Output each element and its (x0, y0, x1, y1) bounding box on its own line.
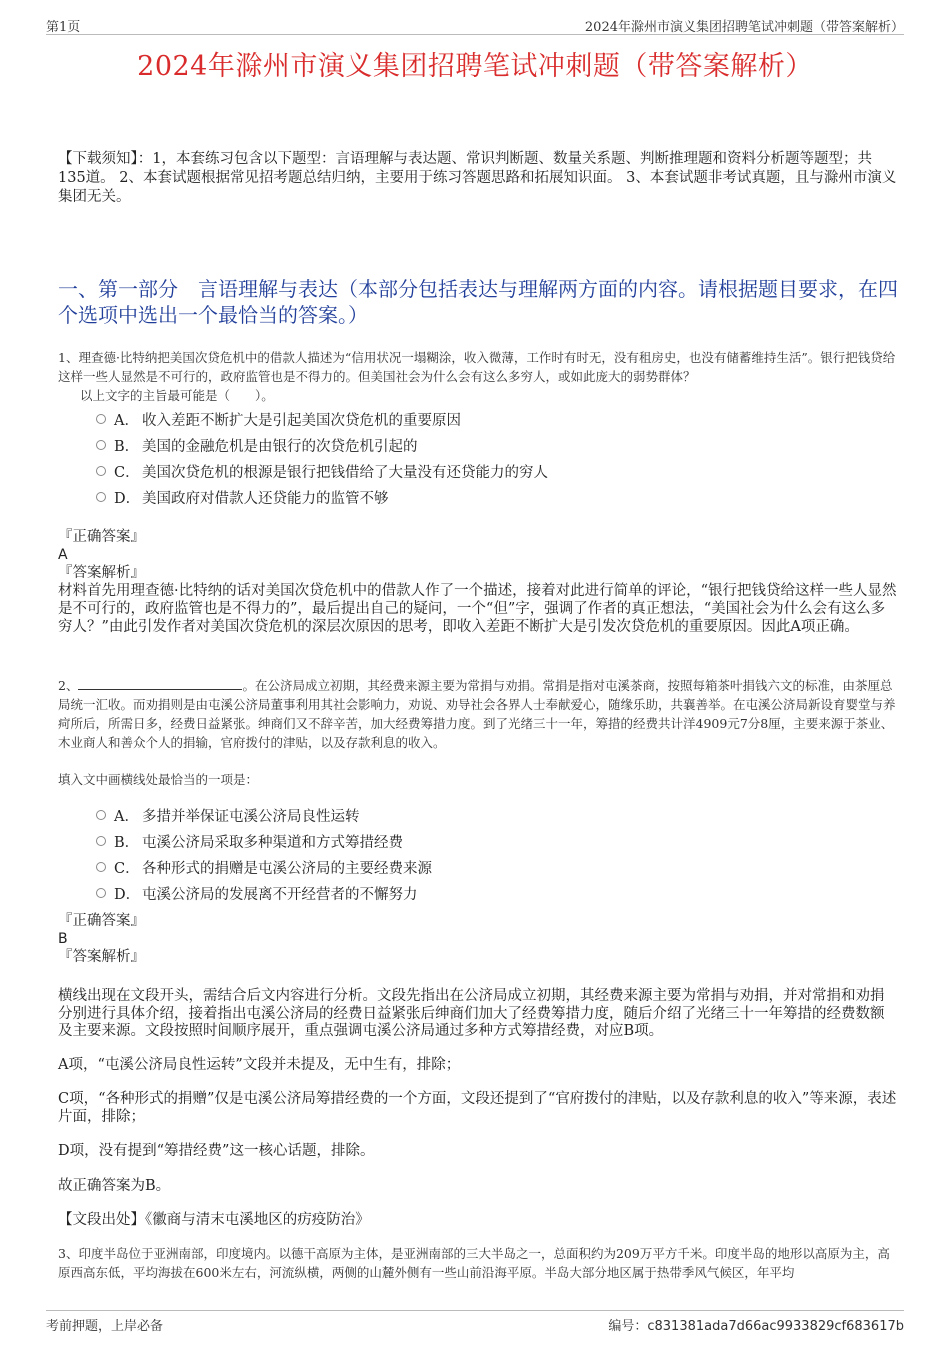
q2-option-a[interactable] (96, 802, 876, 828)
q1-answer-block (58, 528, 898, 636)
option-text: 多措并举保证屯溪公济局良性运转 (142, 808, 360, 825)
footer-slogan: 考前押题，上岸必备 (46, 1319, 164, 1334)
q2-stem-text: 。在公济局成立初期，其经费来源主要为常捐与劝捐。常捐是指对屯溪茶商，按照每箱茶叶捐钱六文的标准，由茶厘总局统一汇收。而劝捐则是由屯溪公济局董事利用其社会影响力，劝说、劝导社会各界人士奉献爱心，随缘乐助，共襄善举。在屯溪公济局新设育婴堂与养疴所后，所需日多，经费日益紧张。绅商们又不辞辛苦，加大经费筹措力度。到了光绪三十一年，筹措的经费共计洋4909元7分8厘，主要来源于茶业、木业商人和善众个人的捐输，官府拨付的津贴，以及存款利息的收入。 (58, 678, 896, 750)
q2-analysis-c (58, 1091, 898, 1126)
page-number: 第1页 (46, 20, 81, 35)
footer-code-label: 编号： (608, 1319, 648, 1334)
radio-icon[interactable] (96, 466, 106, 476)
q2-prompt: 填入文中画横线处最恰当的一项是： (58, 772, 259, 787)
q2-analysis-c-text: C项，“各种形式的捐赠”仅是屯溪公济局筹措经费的一个方面，文段还提到了“官府拨付的津贴，以及存款利息的收入”等来源，表述片面，排除； (58, 1091, 897, 1125)
q2-analysis-a (58, 1057, 898, 1075)
q1-stem-text: 1、理查德·比特纳把美国次贷危机中的借款人描述为“信用状况一塌糊涂，收入微薄，工作时有时无，没有租房史，也没有储蓄维持生活”。银行把钱贷给这样一些人显然是不可行的，政府监管也是不得力的。但美国社会为什么会有这么多穷人，或如此庞大的弱势群体？ (58, 350, 896, 384)
page-title: 2024年滁州市演义集团招聘笔试冲刺题（带答案解析） (137, 51, 813, 82)
option-letter: A． (114, 808, 139, 825)
radio-icon[interactable] (96, 836, 106, 846)
fill-blank (78, 677, 242, 690)
section-title: 一、第一部分 言语理解与表达（本部分包括表达与理解两方面的内容。请根据题目要求，在四个选项中选出一个最恰当的答案。） (58, 277, 898, 327)
q2-option-b[interactable] (96, 828, 876, 854)
option-text: 各种形式的捐赠是屯溪公济局的主要经费来源 (142, 860, 432, 877)
option-letter: D． (114, 886, 141, 903)
radio-icon[interactable] (96, 492, 106, 502)
option-text: 美国的金融危机是由银行的次贷危机引起的 (142, 438, 418, 455)
q1-option-b[interactable] (96, 432, 876, 458)
option-text: 美国次贷危机的根源是银行把钱借给了大量没有还贷能力的穷人 (142, 464, 548, 481)
option-text: 美国政府对借款人还贷能力的监管不够 (142, 490, 389, 507)
analysis-label: 『答案解析』 (58, 565, 145, 581)
q2-conclusion-text: 故正确答案为B。 (58, 1178, 171, 1194)
q2-analysis-conclusion (58, 1178, 898, 1196)
page-header (46, 14, 904, 35)
page-footer (46, 1310, 904, 1335)
option-text: 收入差距不断扩大是引起美国次贷危机的重要原因 (142, 412, 461, 429)
q2-source (58, 1212, 898, 1230)
q1-option-c[interactable] (96, 458, 876, 484)
q2-analysis-d-text: D项，没有提到“筹措经费”这一核心话题，排除。 (58, 1143, 375, 1159)
q2-answer: B (58, 931, 68, 947)
q1-answer: A (58, 547, 68, 563)
q2-analysis-d (58, 1143, 898, 1161)
radio-icon[interactable] (96, 862, 106, 872)
option-letter: A． (114, 412, 139, 429)
q1-prompt: 以上文字的主旨最可能是（ ）。 (80, 388, 274, 403)
header-doc-title: 2024年滁州市演义集团招聘笔试冲刺题（带答案解析） (584, 20, 904, 35)
q2-option-c[interactable] (96, 854, 876, 880)
option-letter: D． (114, 490, 141, 507)
option-letter: B． (114, 438, 140, 455)
q2-source-text: 【文段出处】《徽商与清末屯溪地区的疠疫防治》 (58, 1212, 370, 1228)
radio-icon[interactable] (96, 888, 106, 898)
q2-analysis-a-text: A项，“屯溪公济局良性运转”文段并未提及，无中生有，排除； (58, 1057, 461, 1073)
option-text: 屯溪公济局采取多种渠道和方式筹措经费 (142, 834, 403, 851)
q1-options (96, 406, 876, 510)
radio-icon[interactable] (96, 440, 106, 450)
q2-answer-block (58, 912, 898, 966)
option-text: 屯溪公济局的发展离不开经营者的不懈努力 (142, 886, 418, 903)
footer-code-value: c831381ada7d66ac9933829cf683617b (647, 1319, 904, 1334)
q2-options (96, 802, 876, 906)
correct-answer-label: 『正确答案』 (58, 529, 145, 545)
q1-option-a[interactable] (96, 406, 876, 432)
option-letter: C． (114, 464, 140, 481)
radio-icon[interactable] (96, 414, 106, 424)
download-notice: 【下载须知】：1，本套练习包含以下题型：言语理解与表达题、常识判断题、数量关系题、判断推理题和资料分析题等题型；共135道。 2、本套试题根据常见招考题总结归纳，主要用于练习答题思路和拓展知识面。 3、本套试题非考试真题，且与滁州市演义集团无关。 (58, 151, 897, 205)
q2-analysis-main: 横线出现在文段开头，需结合后文内容进行分析。文段先指出在公济局成立初期，其经费来源主要为常捐与劝捐，并对常捐和劝捐分别进行具体介绍，接着指出屯溪公济局的经费日益紧张后绅商们加大了经费筹措力度，随后介绍了光绪三十一年筹措的经费数额及主要来源。文段按照时间顺序展开，重点强调屯溪公济局通过多种方式筹措经费，对应B项。 (58, 988, 885, 1039)
analysis-label: 『答案解析』 (58, 949, 145, 965)
radio-icon[interactable] (96, 810, 106, 820)
q2-number: 2、 (58, 678, 79, 693)
q2-option-d[interactable] (96, 880, 876, 906)
footer-code (608, 1315, 904, 1334)
q1-option-d[interactable] (96, 484, 876, 510)
q2-stem (58, 676, 898, 752)
correct-answer-label: 『正确答案』 (58, 913, 145, 929)
q1-stem (58, 348, 898, 405)
q1-analysis: 材料首先用理查德·比特纳的话对美国次贷危机中的借款人作了一个描述，接着对此进行简单的评论，“银行把钱贷给这样一些人显然是不可行的，政府监管也是不得力的”，最后提出自己的疑问，一个“但”字，强调了作者的真正想法，“美国社会为什么会有这么多穷人？”由此引发作者对美国次贷危机的深层次原因的思考，即收入差距不断扩大是引发次贷危机的重要原因。因此A项正确。 (58, 583, 897, 635)
option-letter: B． (114, 834, 140, 851)
option-letter: C． (114, 860, 140, 877)
q3-stem: 3、印度半岛位于亚洲南部，印度境内。以德干高原为主体，是亚洲南部的三大半岛之一，总面积约为209万平方千米。印度半岛的地形以高原为主，高原西高东低，平均海拔在600米左右，河流纵横，两侧的山麓外侧有一些山前沿海平原。半岛大部分地区属于热带季风气候区，年平均 (58, 1246, 890, 1280)
q2-analysis (58, 988, 898, 1041)
